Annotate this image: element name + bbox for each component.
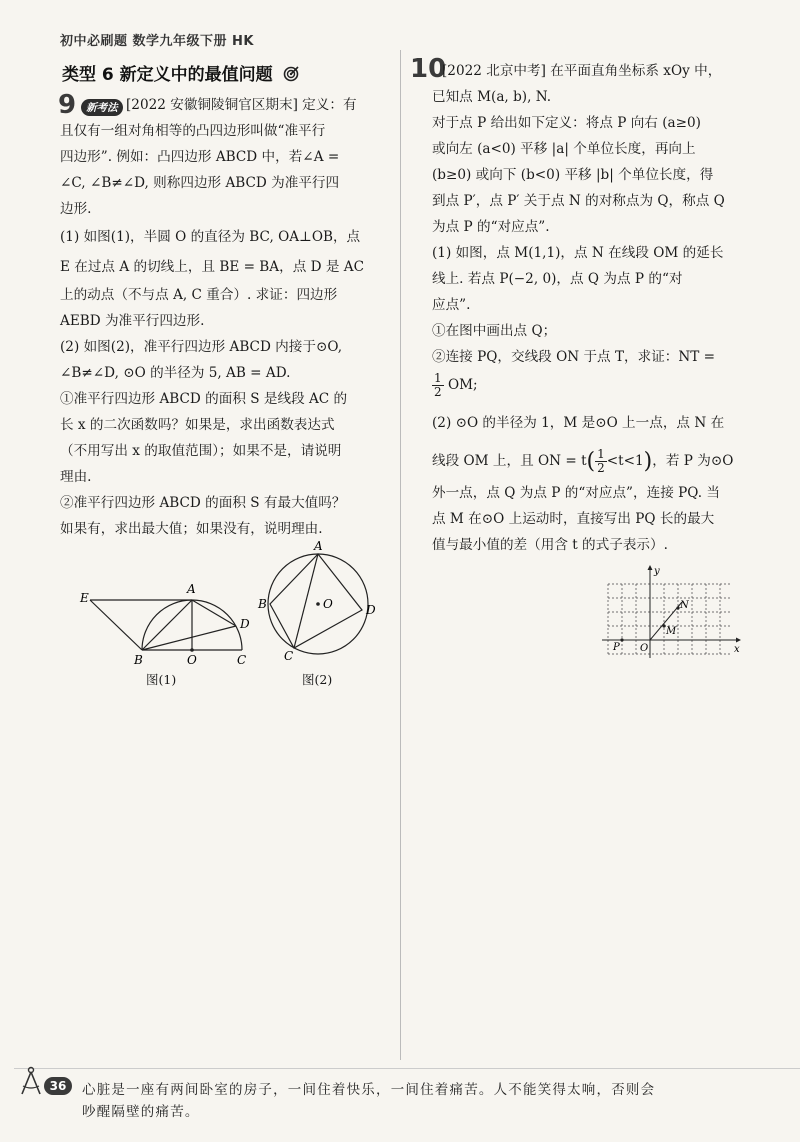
q9-header-row — [58, 90, 123, 120]
q10-line-2: 对于点 P 给出如下定义：将点 P 向右 (a≥0) — [432, 115, 701, 131]
fig2-diagonal-ac — [294, 554, 318, 648]
q9-line-11: ①准平行四边形 ABCD 的面积 S 是线段 AC 的 — [60, 391, 348, 407]
fraction-numerator: 1 — [434, 371, 442, 385]
book-header: 初中必刷题 数学九年级下册 HK — [60, 34, 255, 49]
q9-line-8: AEBD 为准平行四边形. — [60, 313, 205, 329]
q10-number — [410, 54, 446, 84]
figure-2-circle — [254, 540, 384, 664]
fig1-label-d: D — [240, 617, 250, 631]
graph-label-y: y — [654, 566, 660, 577]
q9-line-1: 且仅有一组对角相等的凸四边形叫做“准平行 — [60, 123, 326, 139]
q9-line-9: (2) 如图(2)，准平行四边形 ABCD 内接于⊙O, — [60, 339, 343, 355]
section-title-text: 类型 6 新定义中的最值问题 — [62, 65, 273, 85]
q9-line-0: [2022 安徽铜陵铜官区期末] 定义：有 — [126, 97, 357, 113]
section-title — [62, 60, 299, 85]
q10-number-text: 10 — [410, 54, 447, 84]
fig1-segment-bd — [142, 626, 236, 650]
graph-label-m: M — [666, 626, 677, 637]
q10-line-11: ②连接 PQ，交线段 ON 于点 T，求证：NT = — [432, 349, 716, 365]
fig2-label-c: C — [284, 649, 294, 663]
q9-line-3: ∠C, ∠B≠∠D, 则称四边形 ABCD 为准平行四 — [60, 175, 340, 191]
q9-line-12: 长 x 的二次函数吗？如果是，求出函数表达式 — [60, 417, 335, 433]
q9-line-4: 边形. — [60, 201, 92, 217]
fig1-segment-ad — [192, 600, 236, 626]
q9-line-6: E 在过点 A 的切线上，且 BE = BA，点 D 是 AC — [60, 259, 364, 275]
q10-line-3: 或向左 (a<0) 平移 |a| 个单位长度，再向上 — [432, 141, 696, 157]
footer-divider — [14, 1068, 800, 1069]
q10-half-om-line — [432, 372, 478, 399]
q9-line-2: 四边形”. 例如：凸四边形 ABCD 中，若∠A = — [60, 149, 340, 165]
q10-line-6: 为点 P 的“对应点”. — [432, 219, 550, 235]
q10-part2-line-0: (2) ⊙O 的半径为 1，M 是⊙O 上一点，点 N 在 — [432, 415, 725, 431]
q9-line-10: ∠B≠∠D, ⊙O 的半径为 5, AB = AD. — [60, 365, 291, 381]
q10-line-10: ①在图中画出点 Q； — [432, 323, 557, 339]
range-denominator: 2 — [597, 461, 605, 475]
fig2-label-b: B — [258, 597, 267, 611]
compass-icon — [18, 1066, 44, 1096]
q10-part2-inline: 线段 OM 上，且 ON = t( $\frac{1}{2}$ <t<1)，若 P 为⊙O — [432, 447, 734, 475]
footer-quote-line-1: 心脏是一座有两间卧室的房子，一间住着快乐，一间住着痛苦。人不能笑得太响，否则会 — [82, 1082, 656, 1098]
q10-part2-line-3: 值与最小值的差（用含 t 的式子表示）. — [432, 537, 668, 553]
q9-line-15: ②准平行四边形 ABCD 的面积 S 有最大值吗？ — [60, 495, 346, 511]
om-text: OM; — [447, 377, 478, 393]
fig1-label-o: O — [187, 653, 197, 667]
fig1-center-dot — [190, 648, 194, 652]
t-range-text: <t<1 — [606, 453, 644, 469]
graph-label-x: x — [734, 644, 740, 655]
graph-label-n: N — [680, 600, 689, 611]
fig1-label-c: C — [237, 653, 247, 667]
graph-label-p: P — [613, 642, 620, 653]
fraction-denominator: 2 — [434, 385, 442, 399]
fraction-half-range — [595, 448, 607, 475]
q10-line-1: 已知点 M(a, b), N. — [432, 89, 552, 105]
q10-line-0: [2022 北京中考] 在平面直角坐标系 xOy 中， — [442, 63, 722, 79]
q9-line-13: （不用写出 x 的取值范围）；如果不是，请说明 — [60, 443, 342, 459]
q10-part2-line-1: 外一点，点 Q 为点 P 的“对应点”，连接 PQ. 当 — [432, 485, 720, 501]
figure-1-semicircle — [76, 576, 252, 668]
target-icon — [283, 66, 299, 82]
fig1-label-e: E — [80, 591, 89, 605]
footer-quote-line-2: 吵醒隔壁的痛苦。 — [82, 1104, 200, 1120]
fig2-label-a: A — [314, 540, 323, 553]
point-p — [620, 638, 623, 641]
q9-line-7: 上的动点（不与点 A, C 重合）. 求证：四边形 — [60, 287, 338, 303]
fig1-label-a: A — [187, 582, 196, 596]
q10-line-9: 应点”. — [432, 297, 471, 313]
q10-part2-line-2: 点 M 在⊙O 上运动时，直接写出 PQ 长的最大 — [432, 511, 715, 527]
coordinate-grid — [600, 562, 742, 658]
on-equals-t-text: 线段 OM 上，且 ON = t — [432, 453, 587, 469]
if-p-text: ，若 P 为⊙O — [652, 453, 734, 469]
range-numerator: 1 — [597, 447, 605, 461]
q9-line-5: (1) 如图(1)，半圆 O 的直径为 BC, OA⊥OB，点 — [60, 229, 361, 245]
page-number: 36 — [44, 1077, 72, 1095]
q9-number: 9 — [58, 90, 77, 120]
q10-line-8: 线上. 若点 P(−2, 0)，点 Q 为点 P 的“对 — [432, 271, 683, 287]
q9-line-16: 如果有，求出最大值；如果没有，说明理由. — [60, 521, 323, 537]
grid-lines — [608, 584, 730, 654]
graph-label-o: O — [640, 643, 649, 654]
figure-1-caption: 图(1) — [146, 672, 177, 687]
q10-line-5: 到点 P′，点 P′ 关于点 N 的对称点为 Q，称点 Q — [432, 193, 725, 209]
fig2-label-o: O — [323, 597, 333, 611]
y-axis-arrow — [648, 565, 653, 570]
fig1-segment-ba — [142, 600, 192, 650]
fig2-label-d: D — [366, 603, 376, 617]
new-method-badge: 新考法 — [81, 99, 123, 116]
q10-line-7: (1) 如图，点 M(1,1)，点 N 在线段 OM 的延长 — [432, 245, 724, 261]
fig2-center-dot — [316, 602, 320, 606]
figure-2-caption: 图(2) — [302, 672, 333, 687]
fraction-one-half — [432, 372, 444, 399]
column-divider — [400, 50, 401, 1060]
x-axis-arrow — [736, 638, 741, 643]
fig1-segment-eb — [90, 600, 142, 650]
q9-line-14: 理由. — [60, 469, 92, 485]
q10-line-4: (b≥0) 或向下 (b<0) 平移 |b| 个单位长度，得 — [432, 167, 714, 183]
fig1-label-b: B — [134, 653, 143, 667]
